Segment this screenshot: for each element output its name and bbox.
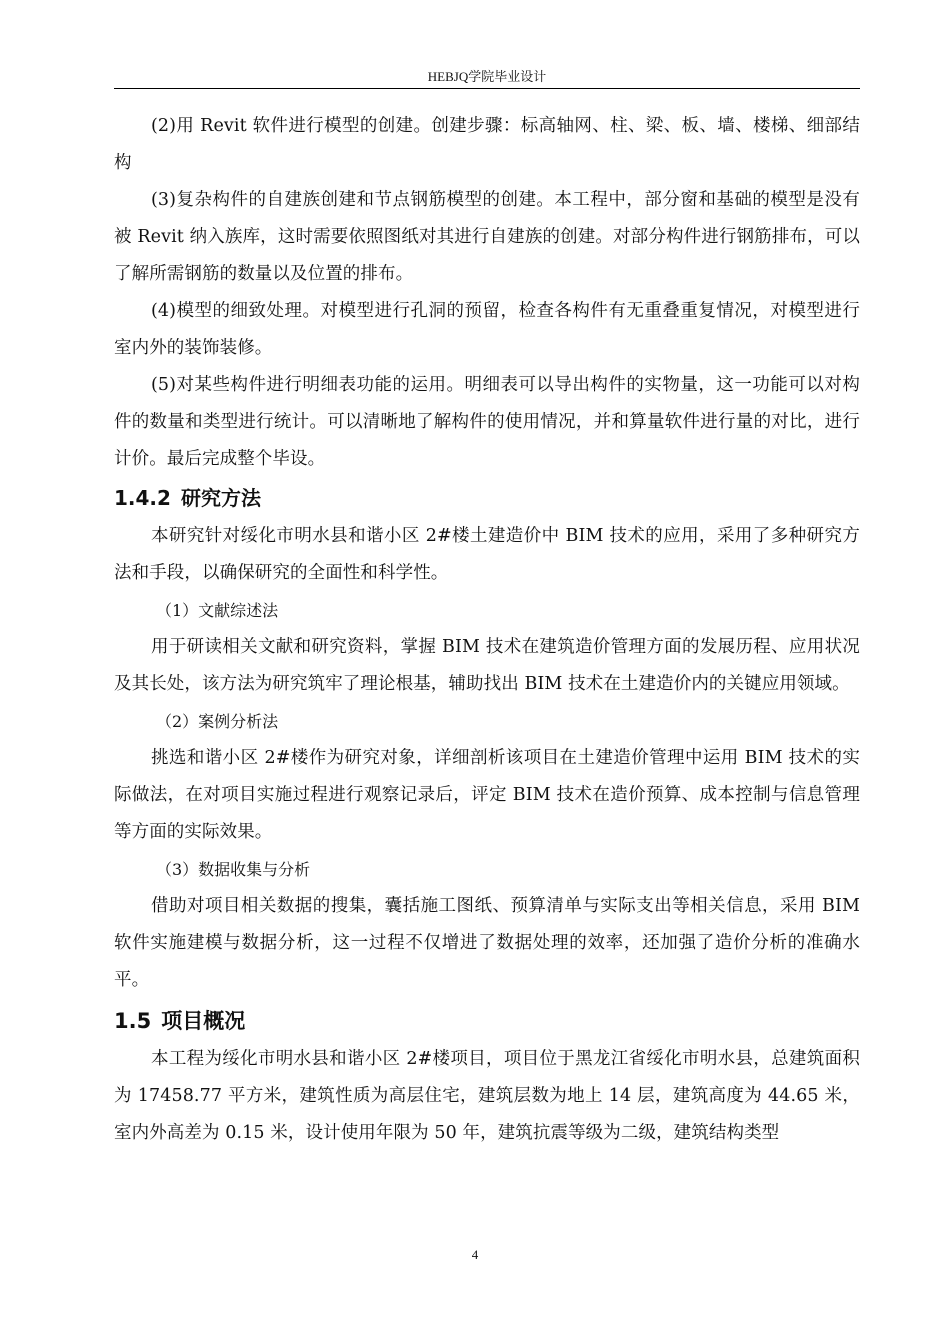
method-3-title: （3）数据收集与分析 (156, 860, 311, 879)
paragraph-step-5: (5)对某些构件进行明细表功能的运用。明细表可以导出构件的实物量，这一功能可以对构件的数量和类型进行统计。可以清晰地了解构件的使用情况，并和算量软件进行量的对比，进行计价。最后完成整个毕设。 (114, 375, 860, 469)
project-overview-text: 本工程为绥化市明水县和谐小区 2#楼项目，项目位于黑龙江省绥化市明水县，总建筑面积为 17458.77 平方米，建筑性质为高层住宅，建筑层数为地上 14 层，建筑高度为 44.65 米，室内外高差为 0.15 米，设计使用年限为 50 年，建筑抗震等级为二级，建筑结构类型 (114, 1049, 860, 1143)
section-number: 1.5 (114, 1009, 152, 1033)
research-intro: 本研究针对绥化市明水县和谐小区 2#楼土建造价中 BIM 技术的应用，采用了多种研究方法和手段，以确保研究的全面性和科学性。 (114, 526, 860, 583)
method-2-title: （2）案例分析法 (156, 712, 279, 731)
paragraph-step-2: (2)用 Revit 软件进行模型的创建。创建步骤：标高轴网、柱、梁、板、墙、楼梯、细部结构 (114, 116, 860, 173)
header-divider (114, 88, 860, 89)
document-body (114, 108, 860, 1152)
method-2-text: 挑选和谐小区 2#楼作为研究对象，详细剖析该项目在土建造价管理中运用 BIM 技术的实际做法，在对项目实施过程进行观察记录后，评定 BIM 技术在造价预算、成本控制与信息管理等方面的实际效果。 (114, 748, 860, 842)
paragraph-step-4: (4)模型的细致处理。对模型进行孔洞的预留，检查各构件有无重叠重复情况，对模型进行室内外的装饰装修。 (114, 301, 860, 358)
section-heading-1-4-2 (114, 478, 860, 518)
method-1-text: 用于研读相关文献和研究资料，掌握 BIM 技术在建筑造价管理方面的发展历程、应用状况及其长处，该方法为研究筑牢了理论根基，辅助找出 BIM 技术在土建造价内的关键应用领域。 (114, 637, 860, 694)
section-number: 1.4.2 (114, 486, 171, 510)
page-number: 4 (471, 1247, 479, 1262)
section-title: 项目概况 (161, 1009, 246, 1033)
page-header: HEBJQ学院毕业设计 (427, 69, 547, 84)
section-title: 研究方法 (180, 486, 261, 510)
paragraph-step-3: (3)复杂构件的自建族创建和节点钢筋模型的创建。本工程中，部分窗和基础的模型是没有被 Revit 纳入族库，这时需要依照图纸对其进行自建族的创建。对部分构件进行钢筋排布，可以了解所需钢筋的数量以及位置的排布。 (114, 190, 860, 284)
section-heading-1-5 (114, 1001, 860, 1041)
method-1-title: （1）文献综述法 (156, 601, 279, 620)
method-3-text: 借助对项目相关数据的搜集，囊括施工图纸、预算清单与实际支出等相关信息，采用 BIM 软件实施建模与数据分析，这一过程不仅增进了数据处理的效率，还加强了造价分析的准确水平。 (114, 896, 860, 990)
